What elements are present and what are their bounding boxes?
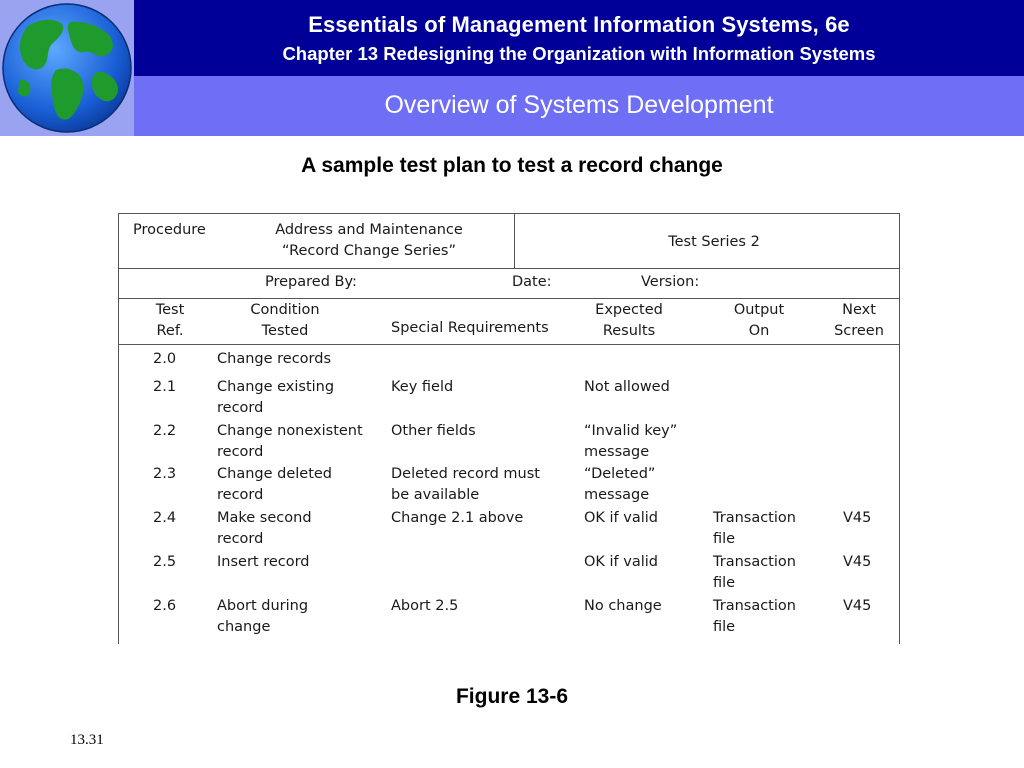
col-output-1: Output bbox=[733, 302, 785, 318]
row-special: Deleted record must bbox=[391, 466, 540, 482]
col-next-2: Screen bbox=[834, 323, 884, 339]
divider-procedure bbox=[119, 268, 899, 269]
test-series: Test Series 2 bbox=[668, 234, 760, 250]
header-subtitle: Chapter 13 Redesigning the Organization with Information Systems bbox=[282, 43, 876, 64]
col-condition-2: Tested bbox=[261, 323, 309, 339]
header-section-band bbox=[134, 76, 1024, 136]
row-next-screen: V45 bbox=[843, 554, 872, 570]
divider-columns bbox=[119, 344, 899, 345]
row-next-screen: V45 bbox=[843, 598, 872, 614]
section-title: Overview of Systems Development bbox=[384, 91, 774, 119]
row-condition-cont: record bbox=[217, 531, 264, 547]
page-number: 13.31 bbox=[70, 732, 104, 748]
row-condition-cont: change bbox=[217, 619, 271, 635]
row-ref: 2.1 bbox=[153, 379, 177, 395]
row-output-cont: file bbox=[713, 531, 736, 547]
row-expected: “Invalid key” bbox=[584, 423, 678, 439]
col-next-1: Next bbox=[842, 302, 876, 318]
col-expected-1: Expected bbox=[595, 302, 663, 318]
row-condition: Abort during bbox=[217, 598, 309, 614]
procedure-label: Procedure bbox=[133, 222, 206, 238]
row-condition: Change nonexistent bbox=[217, 423, 363, 439]
procedure-name-line1: Address and Maintenance bbox=[275, 222, 463, 238]
globe-icon bbox=[0, 0, 134, 136]
header-title: Essentials of Management Information Systems, 6e bbox=[308, 12, 850, 37]
row-special-cont: be available bbox=[391, 487, 480, 503]
row-ref: 2.6 bbox=[153, 598, 177, 614]
row-expected: No change bbox=[584, 598, 662, 614]
row-output: Transaction bbox=[713, 510, 796, 526]
row-condition-cont: record bbox=[217, 400, 264, 416]
row-condition: Make second bbox=[217, 510, 312, 526]
row-expected: OK if valid bbox=[584, 554, 659, 570]
row-condition: Change deleted bbox=[217, 466, 333, 482]
row-condition-cont: record bbox=[217, 444, 264, 460]
row-special: Abort 2.5 bbox=[391, 598, 459, 614]
row-special: Change 2.1 above bbox=[391, 510, 524, 526]
slide-heading: A sample test plan to test a record change bbox=[301, 154, 723, 177]
divider-prepared bbox=[119, 298, 899, 299]
row-expected-cont: message bbox=[584, 487, 650, 503]
row-condition: Change existing bbox=[217, 379, 335, 395]
row-condition: Change records bbox=[217, 351, 331, 367]
row-output-cont: file bbox=[713, 575, 736, 591]
row-ref: 2.3 bbox=[153, 466, 177, 482]
header-top-band bbox=[134, 0, 1024, 76]
row-ref: 2.5 bbox=[153, 554, 177, 570]
row-expected: OK if valid bbox=[584, 510, 659, 526]
row-condition: Insert record bbox=[217, 554, 310, 570]
row-expected: Not allowed bbox=[584, 379, 670, 395]
row-next-screen: V45 bbox=[843, 510, 872, 526]
col-test-ref-1: Test bbox=[155, 302, 185, 318]
row-ref: 2.0 bbox=[153, 351, 177, 367]
row-special: Key field bbox=[391, 379, 454, 395]
row-special: Other fields bbox=[391, 423, 476, 439]
col-output-2: On bbox=[748, 323, 770, 339]
date-label: Date: bbox=[512, 274, 552, 290]
procedure-divider bbox=[514, 214, 515, 268]
prepared-by-label: Prepared By: bbox=[265, 274, 357, 290]
row-expected-cont: message bbox=[584, 444, 650, 460]
test-plan-figure bbox=[118, 213, 900, 644]
row-ref: 2.2 bbox=[153, 423, 177, 439]
col-special: Special Requirements bbox=[391, 320, 549, 336]
row-expected: “Deleted” bbox=[584, 466, 656, 482]
row-output-cont: file bbox=[713, 619, 736, 635]
figure-caption: Figure 13-6 bbox=[455, 685, 569, 708]
col-condition-1: Condition bbox=[250, 302, 320, 318]
row-ref: 2.4 bbox=[153, 510, 177, 526]
col-test-ref-2: Ref. bbox=[156, 323, 184, 339]
row-output: Transaction bbox=[713, 598, 796, 614]
globe-logo-box bbox=[0, 0, 134, 136]
procedure-name-line2: “Record Change Series” bbox=[282, 243, 456, 259]
row-condition-cont: record bbox=[217, 487, 264, 503]
version-label: Version: bbox=[641, 274, 700, 290]
col-expected-2: Results bbox=[602, 323, 656, 339]
row-output: Transaction bbox=[713, 554, 796, 570]
